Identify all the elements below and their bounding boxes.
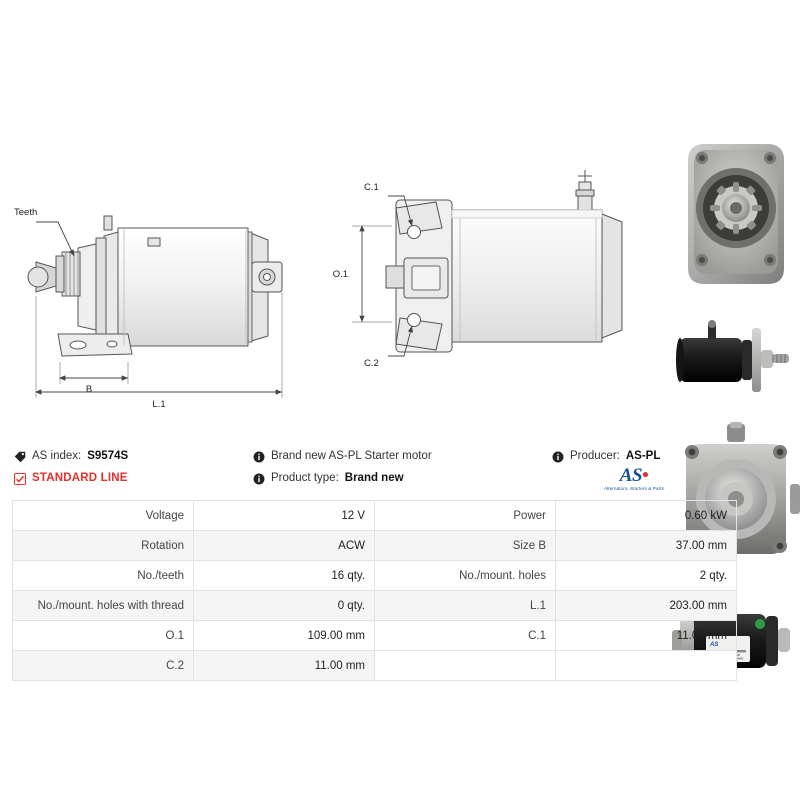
aspl-logo-subtitle: Alternators, Starters & Parts bbox=[603, 486, 665, 491]
specifications-table bbox=[12, 500, 737, 681]
product-type-label: Product type: bbox=[271, 472, 339, 484]
spec-value: 12 V bbox=[194, 501, 375, 531]
spec-key: O.1 bbox=[13, 621, 194, 651]
as-index-info bbox=[14, 450, 128, 466]
terminal-stack bbox=[576, 170, 594, 212]
product-type-value: Brand new bbox=[344, 472, 404, 484]
spec-value: 203.00 mm bbox=[556, 591, 737, 621]
table-row bbox=[13, 651, 737, 681]
info-icon bbox=[253, 451, 265, 466]
aspl-logo-text: AS bbox=[619, 465, 643, 486]
standard-line-info bbox=[14, 472, 128, 488]
spec-key: Size B bbox=[375, 531, 556, 561]
table-row bbox=[13, 501, 737, 531]
top-view-drawing bbox=[386, 170, 622, 352]
spec-value: ACW bbox=[194, 531, 375, 561]
table-row bbox=[13, 621, 737, 651]
spec-key: No./mount. holes with thread bbox=[13, 591, 194, 621]
spec-value: 11.00 mm bbox=[194, 651, 375, 681]
teeth-label: Teeth bbox=[14, 207, 38, 218]
spec-value: 11.00 mm bbox=[556, 621, 737, 651]
technical-drawings bbox=[0, 0, 672, 440]
teeth-callout bbox=[14, 207, 74, 256]
table-row bbox=[13, 591, 737, 621]
info-row bbox=[0, 440, 672, 496]
as-index-value: S9574S bbox=[87, 450, 129, 462]
aspl-logo bbox=[596, 466, 672, 491]
dimension-c2-label: C.2 bbox=[364, 358, 379, 369]
description-info bbox=[253, 450, 432, 466]
spec-key-empty bbox=[375, 651, 556, 681]
checkbox-icon bbox=[14, 473, 26, 488]
spec-key: Rotation bbox=[13, 531, 194, 561]
dimension-o1 bbox=[333, 226, 392, 322]
table-row bbox=[13, 561, 737, 591]
producer-label: Producer: bbox=[570, 450, 620, 462]
dimension-o1-label: O.1 bbox=[332, 269, 348, 280]
spec-value: 16 qty. bbox=[194, 561, 375, 591]
spec-key: Power bbox=[375, 501, 556, 531]
tag-icon bbox=[14, 451, 26, 466]
dimension-b-label: B bbox=[85, 384, 93, 395]
info-icon bbox=[253, 473, 265, 488]
drawing-canvas bbox=[0, 0, 672, 440]
description-text: Brand new AS-PL Starter motor bbox=[271, 450, 432, 462]
spec-value: 0.60 kW bbox=[556, 501, 737, 531]
spec-value-empty bbox=[556, 651, 737, 681]
spec-key: Voltage bbox=[13, 501, 194, 531]
spec-key: C.2 bbox=[13, 651, 194, 681]
aspl-logo-mark bbox=[596, 466, 672, 485]
spec-value: 2 qty. bbox=[556, 561, 737, 591]
product-photo-side bbox=[672, 310, 800, 411]
pinion-gear bbox=[56, 252, 80, 296]
spec-value: 0 qty. bbox=[194, 591, 375, 621]
spec-key: No./teeth bbox=[13, 561, 194, 591]
spec-key: L.1 bbox=[375, 591, 556, 621]
table-row bbox=[13, 531, 737, 561]
dimension-c1-label: C.1 bbox=[364, 182, 379, 193]
spec-key: C.1 bbox=[375, 621, 556, 651]
spec-value: 37.00 mm bbox=[556, 531, 737, 561]
spec-key: No./mount. holes bbox=[375, 561, 556, 591]
standard-line-label: STANDARD LINE bbox=[32, 472, 128, 484]
producer-info bbox=[552, 450, 660, 466]
dimension-b bbox=[60, 362, 128, 395]
side-view-drawing bbox=[28, 216, 282, 356]
aspl-logo-dot: • bbox=[642, 465, 649, 486]
svg-text:AS: AS bbox=[710, 642, 719, 648]
producer-value: AS-PL bbox=[625, 450, 661, 462]
spec-value: 109.00 mm bbox=[194, 621, 375, 651]
as-index-label: AS index: bbox=[32, 450, 82, 462]
product-photo-drive-end bbox=[672, 130, 800, 299]
product-type-info bbox=[253, 472, 404, 488]
dimension-l1-label: L.1 bbox=[152, 399, 166, 410]
info-icon bbox=[552, 451, 564, 466]
